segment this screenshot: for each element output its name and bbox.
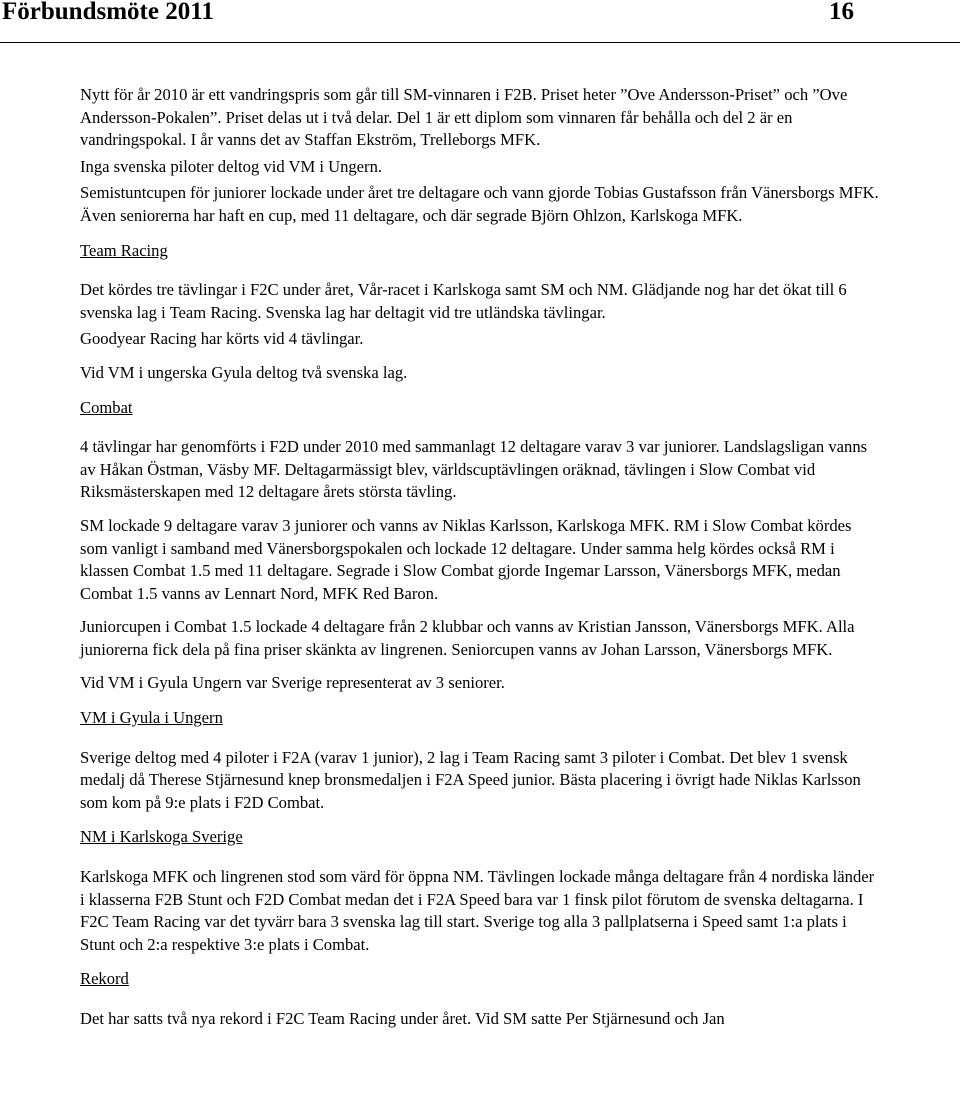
paragraph-goodyear: Goodyear Racing har körts vid 4 tävlingar.	[80, 329, 364, 349]
paragraph-vm-gyula-seniorer: Vid VM i Gyula Ungern var Sverige representerat av 3 seniorer.	[80, 673, 505, 693]
document-body	[80, 84, 880, 1042]
paragraph-nm-karlskoga: Karlskoga MFK och lingrenen stod som värd för öppna NM. Tävlingen lockade många deltagare från 4 nordiska länder i klasserna F2B Stunt och F2D Combat medan det i F2A Speed bara var 1 finsk pilot förutom de svenska deltagarna. I F2C Team Racing var det tyvärr bara 3 svenska lag till start. Sverige tog alla 3 pallplatserna i Speed samt 1:a plats i Stunt och 2:a respektive 3:e plats i Combat.	[80, 867, 875, 954]
paragraph-vm-gyula-lag: Vid VM i ungerska Gyula deltog två svenska lag.	[80, 362, 408, 382]
paragraph-vm-ungern: Inga svenska piloter deltog vid VM i Ungern.	[80, 156, 383, 176]
page-number: 16	[829, 0, 854, 25]
section-heading-team-racing: Team Racing	[80, 240, 168, 260]
page-header	[0, 0, 960, 43]
paragraph-juniorcupen: Juniorcupen i Combat 1.5 lockade 4 deltagare från 2 klubbar och vanns av Kristian Jansson, Vänersborgs MFK. Alla juniorerna fick dela på fina priser skänkta av lingrenen. Seniorcupen vanns av Johan Larsson, Vänersborgs MFK.	[80, 617, 855, 659]
paragraph-team-racing: Det kördes tre tävlingar i F2C under året, Vår-racet i Karlskoga samt SM och NM. Glädjande nog har det ökat till 6 svenska lag i Team Racing. Svenska lag har deltagit vid tre utländska tävlingar.	[80, 280, 847, 322]
section-heading-vm-gyula: VM i Gyula i Ungern	[80, 708, 223, 728]
paragraph-vandringspris: Nytt för år 2010 är ett vandringspris som går till SM-vinnaren i F2B. Priset heter ”Ove Andersson-Priset” och ”Ove Andersson-Pokalen”. Priset delas ut i två delar. Del 1 är ett diplom som vinnaren får behålla och del 2 är en vandringspokal. I år vanns det av Staffan Ekström, Trelleborgs MFK.	[80, 85, 848, 150]
paragraph-rekord: Det har satts två nya rekord i F2C Team Racing under året. Vid SM satte Per Stjärnesund och Jan	[80, 1009, 725, 1028]
section-heading-rekord: Rekord	[80, 969, 129, 989]
document-title: Förbundsmöte 2011	[2, 0, 214, 25]
section-heading-combat: Combat	[80, 397, 133, 417]
paragraph-combat-sm: SM lockade 9 deltagare varav 3 juniorer och vanns av Niklas Karlsson, Karlskoga MFK. RM i Slow Combat kördes som vanligt i samband med Vänersborgspokalen och lockade 12 deltagare. Under samma helg kördes också RM i klassen Combat 1.5 med 11 deltagare. Segrade i Slow Combat gjorde Ingemar Larsson, Vänersborgs MFK, medan Combat 1.5 vanns av Lennart Nord, MFK Red Baron.	[80, 515, 852, 603]
paragraph-semistuntcupen: Semistuntcupen för juniorer lockade under året tre deltagare och vann gjorde Tobias Gustafsson från Vänersborgs MFK. Även seniorerna har haft en cup, med 11 deltagare, och där segrade Björn Ohlzon, Karlskoga MFK.	[80, 183, 879, 225]
section-heading-nm-karlskoga: NM i Karlskoga Sverige	[80, 827, 243, 847]
paragraph-vm-gyula-resultat: Sverige deltog med 4 piloter i F2A (varav 1 junior), 2 lag i Team Racing samt 3 piloter i Combat. Det blev 1 svensk medalj då Therese Stjärnesund knep bronsmedaljen i F2A Speed junior. Bästa placering i övrigt hade Niklas Karlsson som kom på 9:e plats i F2D Combat.	[80, 747, 861, 812]
paragraph-combat-tavlingar: 4 tävlingar har genomförts i F2D under 2010 med sammanlagt 12 deltagare varav 3 var juniorer. Landslagsligan vanns av Håkan Östman, Väsby MF. Deltagarmässigt blev, världscuptävlingen oräknad, tävlingen i Slow Combat vid Riksmästerskapen med 12 deltagare årets största tävling.	[80, 437, 868, 502]
